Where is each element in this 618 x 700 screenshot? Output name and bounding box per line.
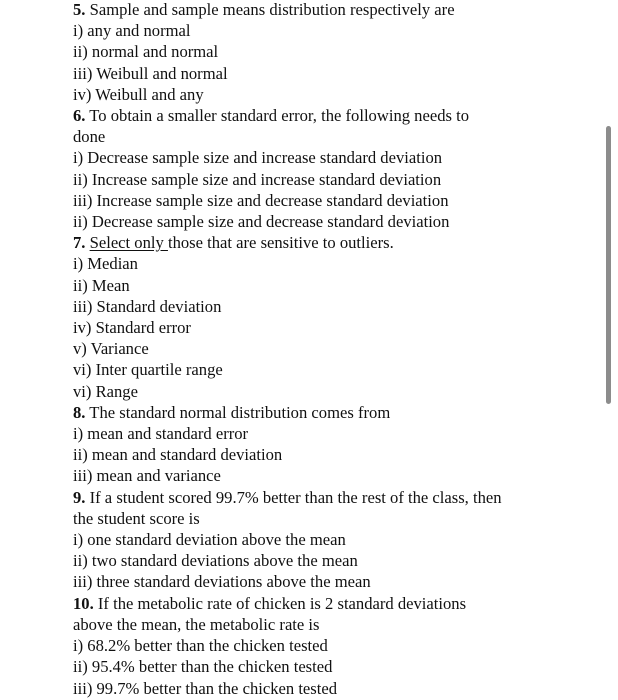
answer-option: iii) Weibull and normal [73, 63, 228, 83]
question-9-stem [73, 487, 593, 508]
question-text: If a student scored 99.7% better than the rest of the class, then [85, 487, 502, 507]
question-8 [73, 402, 593, 487]
question-text: To obtain a smaller standard error, the following needs to [85, 106, 470, 126]
answer-option: iv) Standard error [73, 318, 191, 338]
question-text: Sample and sample means distribution respectively are [85, 0, 455, 19]
answer-option: ii) 95.4% better than the chicken tested [73, 657, 333, 677]
question-text: those that are sensitive to outliers. [167, 233, 394, 253]
question-6-stem [73, 105, 593, 126]
answer-option: iv) Weibull and any [73, 84, 204, 104]
question-text-continued: the student score is [73, 508, 200, 528]
question-text: If the metabolic rate of chicken is 2 standard deviations [93, 593, 467, 613]
answer-option: vi) Inter quartile range [73, 360, 223, 380]
question-number: 8. [73, 402, 86, 422]
question-8-stem [73, 402, 593, 423]
answer-option: iii) mean and variance [73, 466, 221, 486]
question-5-stem [73, 0, 593, 20]
answer-option: iii) Standard deviation [73, 296, 222, 316]
question-7 [73, 232, 593, 402]
question-number: 6. [73, 106, 86, 126]
answer-option: iii) Increase sample size and decrease standard deviation [73, 190, 449, 210]
question-number: 5. [73, 0, 86, 19]
answer-option: v) Variance [73, 339, 149, 359]
answer-option: ii) mean and standard deviation [73, 445, 283, 465]
answer-option: i) one standard deviation above the mean [73, 530, 346, 550]
question-number: 10. [73, 593, 94, 613]
answer-option: ii) Mean [73, 275, 130, 295]
answer-option: ii) normal and normal [73, 42, 219, 62]
answer-option: i) Median [73, 254, 138, 274]
answer-option: ii) Increase sample size and increase standard deviation [73, 169, 442, 189]
answer-option: i) any and normal [73, 21, 191, 41]
question-10 [73, 593, 593, 699]
question-number: 7. [73, 233, 86, 253]
answer-option: ii) two standard deviations above the mean [73, 551, 358, 571]
question-7-stem [73, 232, 593, 253]
question-6 [73, 105, 593, 232]
question-text-continued: done [73, 127, 106, 147]
answer-option: vi) Range [73, 381, 138, 401]
question-9 [73, 487, 593, 593]
vertical-scrollbar-thumb[interactable] [606, 126, 611, 404]
question-10-stem [73, 593, 593, 614]
question-text: The standard normal distribution comes from [85, 402, 391, 422]
question-text-continued: above the mean, the metabolic rate is [73, 614, 320, 634]
answer-option: i) 68.2% better than the chicken tested [73, 636, 328, 656]
quiz-document [73, 0, 593, 699]
answer-option: iii) 99.7% better than the chicken tested [73, 678, 338, 698]
answer-option: i) mean and standard error [73, 424, 249, 444]
question-5 [73, 0, 593, 105]
answer-option: iii) three standard deviations above the mean [73, 572, 371, 592]
answer-option: ii) Decrease sample size and decrease standard deviation [73, 212, 450, 232]
underlined-emphasis: Select only [89, 233, 168, 253]
question-number: 9. [73, 487, 86, 507]
answer-option: i) Decrease sample size and increase standard deviation [73, 148, 443, 168]
